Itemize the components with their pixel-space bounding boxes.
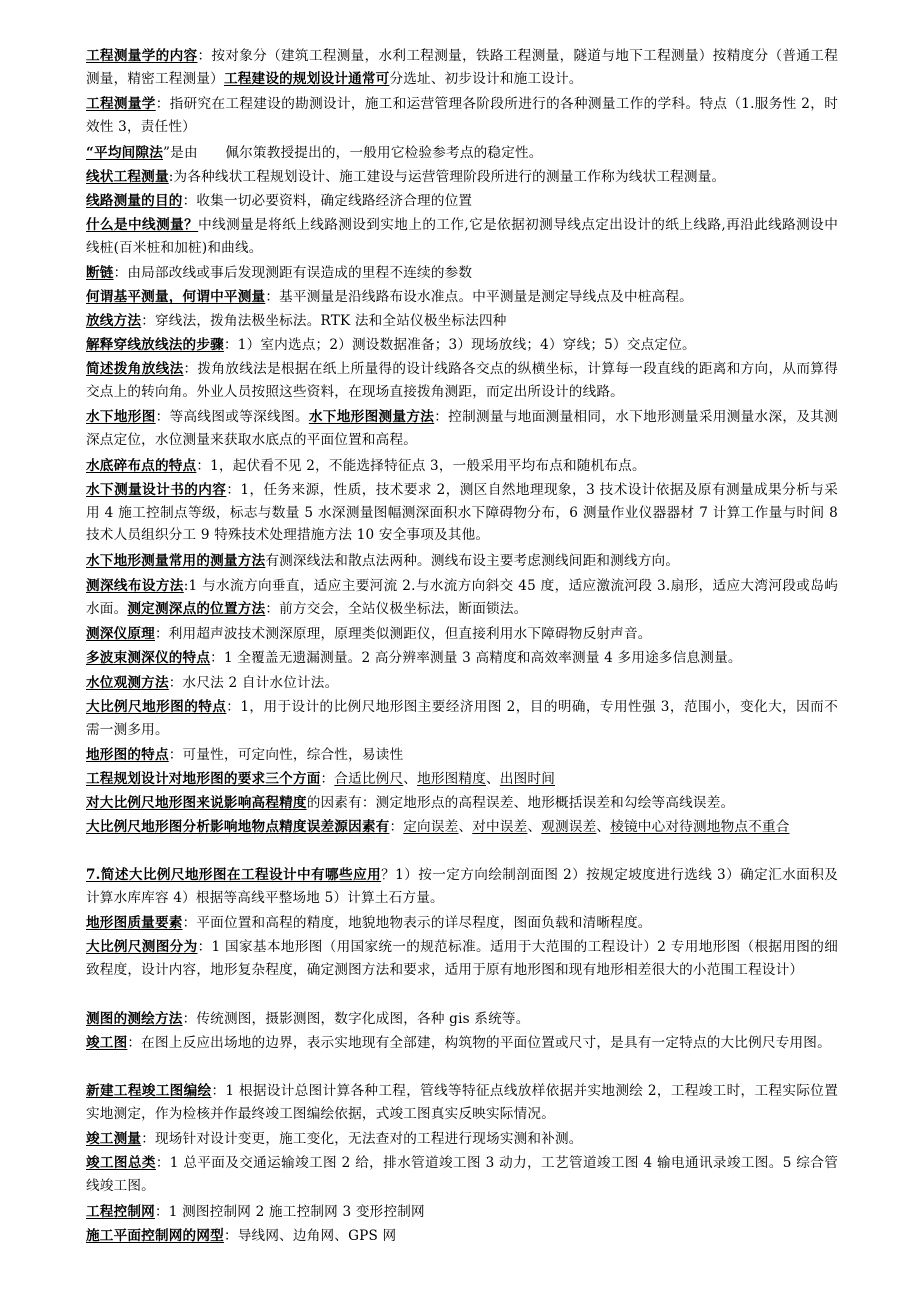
body-text: 、: [596, 819, 611, 835]
body-text: ：等高线图或等深线图。: [155, 409, 309, 425]
term-heading: 水下地形图: [86, 409, 156, 425]
paragraph: [86, 672, 838, 695]
term-heading: 什么是中线测量？: [86, 217, 199, 233]
term-heading: 对大比例尺地形图来说影响高程精度: [86, 795, 307, 811]
term-heading: 工程建设的规划设计通常可: [223, 70, 390, 87]
term-heading: 大比例尺地形图分析影响地物点精度误差源因素有: [86, 819, 390, 835]
paragraph: [86, 864, 838, 909]
term-heading: 大比例尺测图分为: [86, 939, 198, 955]
term-heading: 测深线布设方法: [86, 578, 184, 594]
term-heading: 工程测量学: [86, 96, 156, 112]
underlined-item: 合适比例尺: [334, 771, 404, 787]
paragraph: [86, 912, 838, 935]
paragraph: [86, 1128, 838, 1151]
body-text: 、: [458, 819, 473, 835]
body-text: ：指研究在工程建设的勘测设计，施工和运营管理各阶段所进行的各种测量工作的学科。特点（1.服务性 2，时效性 3，责任性）: [86, 96, 839, 135]
body-text: 中线测量是将纸上线路测设到实地上的工作,它是依据初测导线点定出设计的纸上线路,再沿此线路测设中线桩(百米桩和加桩)和曲线。: [86, 217, 838, 256]
paragraph: [86, 768, 838, 791]
term-heading: 大比例尺地形图的特点: [86, 699, 227, 715]
paragraph: [86, 310, 838, 333]
term-heading: 施工平面控制网的网型: [86, 1228, 224, 1244]
paragraph: [86, 45, 838, 90]
body-text: ？1）按一定方向绘制剖面图 2）按规定坡度进行选线 3）确定汇水面积及计算水库库容 4）根据等高线平整场地 5）计算土石方量。: [86, 867, 839, 906]
body-text: ：1 测图控制网 2 施工控制网 3 变形控制网: [154, 1204, 425, 1220]
body-text: 有测深线法和散点法两种。测线布设主要考虑测线间距和测线方向。: [265, 553, 680, 569]
term-heading: 地形图质量要素: [86, 915, 183, 931]
term-heading: 新建工程竣工图编绘: [86, 1083, 212, 1099]
term-heading: 测图的测绘方法: [86, 1011, 183, 1027]
body-text: ：1 全覆盖无遗漏测量。2 高分辨率测量 3 高精度和高效率测量 4 多用途多信息测量。: [210, 650, 742, 666]
paragraph: [86, 1032, 838, 1055]
body-text: ：在图上反应出场地的边界，表示实地现有全部建，构筑物的平面位置或尺寸，是具有一定特点的大比例尺专用图。: [127, 1035, 831, 1051]
body-text: :1 与水流方向垂直，适应主要河流 2.与水流方向斜交 45 度，适应激流河段 3.扇形，适应大湾河段或岛屿水面。: [86, 578, 839, 617]
paragraph: [86, 792, 838, 815]
term-heading: 测定测深点的位置方法: [127, 600, 266, 617]
paragraph: [86, 358, 838, 403]
paragraph: [86, 286, 838, 309]
paragraph: [86, 647, 838, 670]
body-text: 、: [486, 771, 500, 787]
paragraph: [86, 214, 838, 259]
term-heading: 地形图的特点: [86, 747, 169, 763]
paragraph: [86, 334, 838, 357]
paragraph: [86, 166, 838, 189]
body-text: 的因素有：测定地形点的高程误差、地形概括误差和勾绘等高线误差。: [306, 795, 735, 811]
body-text: ：导线网、边角网、GPS 网: [223, 1228, 397, 1244]
term-heading: 线状工程测量: [86, 169, 169, 185]
body-text: ：1 总平面及交通运输竣工图 2 给，排水管道竣工图 3 动力，工艺管道竣工图 4 输电通讯录竣工图。5 综合管线竣工图。: [86, 1155, 839, 1194]
paragraph: [86, 623, 838, 646]
term-heading: 放线方法: [86, 313, 142, 329]
body-text: ：平面位置和高程的精度，地貌地物表示的详尽程度，图面负载和清晰程度。: [182, 915, 652, 931]
paragraph: [86, 936, 838, 981]
paragraph: [86, 142, 838, 165]
body-text: 分选址、初步设计和施工设计。: [389, 70, 583, 87]
paragraph: [86, 1080, 838, 1125]
term-heading: 断链: [86, 265, 114, 281]
body-text: ：1，用于设计的比例尺地形图主要经济用图 2，目的明确，专用性强 3，范围小，变化大，因而不需一测多用。: [86, 699, 838, 738]
body-text: ：传统测图，摄影测图，数字化成图，各种 gis 系统等。: [182, 1011, 530, 1027]
term-heading: 简述拨角放线法: [86, 361, 184, 377]
body-text: ：控制测量与地面测量相同，水下地形测量采用测量水深，及其测深点定位，水位测量来获取水底点的平面位置和高程。: [86, 409, 838, 448]
term-heading: 水下地形图测量方法: [308, 409, 435, 425]
term-heading: 测深仪原理: [86, 626, 155, 642]
term-heading: 水位观测方法: [86, 675, 169, 691]
term-heading: 7.简述大比例尺地形图在工程设计中有哪些应用: [86, 867, 382, 883]
term-heading: 水下测量设计书的内容: [86, 482, 227, 498]
paragraph: [86, 816, 838, 839]
body-text: ：1 根据设计总图计算各种工程，管线等特征点线放样依据并实地测绘 2，工程竣工时，工程实际位置实地测定，作为检核并作最终竣工图编绘依据，式竣工图真实反映实际情况。: [86, 1083, 838, 1122]
paragraph: [86, 1152, 838, 1197]
paragraph: [86, 575, 838, 620]
term-heading: 工程规划设计对地形图的要求三个方面: [86, 771, 321, 787]
underlined-item: 观测误差: [541, 819, 597, 835]
body-text: ：: [389, 819, 404, 835]
body-text: ”是由 佩尔策教授提出的，一般用它检验参考点的稳定性。: [163, 145, 543, 161]
body-text: ：1）室内选点；2）测设数据准备；3）现场放线；4）穿线；5）交点定位。: [223, 337, 696, 353]
body-text: ：拨角放线法是根据在纸上所量得的设计线路各交点的纵横坐标，计算每一段直线的距离和方向，从而算得交点上的转向角。外业人员按照这些资料，在现场直接拨角测距，而定出所设计的线路。: [86, 361, 838, 400]
term-heading: 解释穿线放线法的步骤: [86, 337, 224, 353]
body-text: 、: [403, 771, 418, 787]
paragraph: [86, 455, 838, 478]
term-heading: 水下地形测量常用的测量方法: [86, 553, 266, 569]
underlined-item: 定向误差: [403, 819, 459, 835]
body-text: ：收集一切必要资料，确定线路经济合理的位置: [182, 193, 473, 209]
paragraph: [86, 479, 838, 547]
body-text: ：1，任务来源，性质，技术要求 2，测区自然地理现象，3 技术设计依据及原有测量成果分析与采用 4 施工控制点等级，标志与数量 5 水深测量图幅测深面积水下障碍物分布，6 测量作业仪器器材 7 计算工作量与时间 8 技术人员组织分工 9 特殊技术处理措施方法 10 安全事项及其他。: [86, 482, 839, 544]
paragraph: [86, 696, 838, 741]
term-heading: “平均间隙法: [86, 145, 163, 161]
term-heading: 工程测量学的内容: [86, 48, 198, 64]
underlined-item: 出图时间: [499, 771, 556, 787]
term-heading: 线路测量的目的: [86, 193, 183, 209]
paragraph: [86, 1225, 838, 1248]
body-text: ：1，起伏看不见 2，不能选择特征点 3，一般采用平均布点和随机布点。: [196, 458, 646, 474]
underlined-item: 棱镜中心对待测地物点不重合: [610, 819, 790, 835]
paragraph: [86, 93, 838, 138]
term-heading: 何谓基平测量，何谓中平测量: [86, 289, 266, 305]
body-text: ：基平测量是沿线路布设水准点。中平测量是测定导线点及中桩高程。: [265, 289, 693, 305]
paragraph: [86, 1008, 838, 1031]
body-text: ：由局部改线或事后发现测距有误造成的里程不连续的参数: [113, 265, 473, 281]
term-heading: 多波束测深仪的特点: [86, 650, 211, 666]
term-heading: 工程控制网: [86, 1204, 155, 1220]
body-text: ：可量性，可定向性，综合性，易读性: [168, 747, 404, 763]
underlined-item: 地形图精度: [417, 771, 487, 787]
paragraph: [86, 406, 838, 451]
paragraph: [86, 744, 838, 767]
body-text: ：1 国家基本地形图（用国家统一的规范标准。适用于大范围的工程设计）2 专用地形图（根据用图的细致程度，设计内容，地形复杂程度，确定测图方法和要求，适用于原有地形图和现有地形相差很大的小范围工程设计）: [86, 939, 838, 978]
term-heading: 竣工图: [86, 1035, 128, 1051]
body-text: ：利用超声波技术测深原理，原理类似测距仪，但直接利用水下障碍物反射声音。: [154, 626, 652, 642]
paragraph: [86, 190, 838, 213]
underlined-item: 对中误差: [472, 819, 528, 835]
body-text: ：前方交会，全站仪极坐标法，断面锁法。: [265, 600, 528, 617]
term-heading: 竣工测量: [86, 1131, 142, 1147]
paragraph: [86, 550, 838, 573]
term-heading: 竣工图总类: [86, 1155, 156, 1171]
body-text: ：穿线法，拨角法极坐标法。RTK 法和全站仪极坐标法四种: [141, 313, 507, 329]
body-text: ：按对象分（建筑工程测量，水利工程测量，铁路工程测量，隧道与地下工程测量）按精度分（普通工程测量，精密工程测量）: [86, 48, 838, 87]
body-text: ：现场针对设计变更，施工变化，无法查对的工程进行现场实测和补测。: [141, 1131, 583, 1147]
paragraph: [86, 262, 838, 285]
body-text: 、: [527, 819, 542, 835]
body-text: ：水尺法 2 自计水位计法。: [168, 675, 339, 691]
body-text: ：: [320, 771, 335, 787]
term-heading: 水底碎布点的特点: [86, 458, 197, 474]
body-text: :为各种线状工程规划设计、施工建设与运营管理阶段所进行的测量工作称为线状工程测量。: [168, 169, 726, 185]
paragraph: [86, 1201, 838, 1224]
